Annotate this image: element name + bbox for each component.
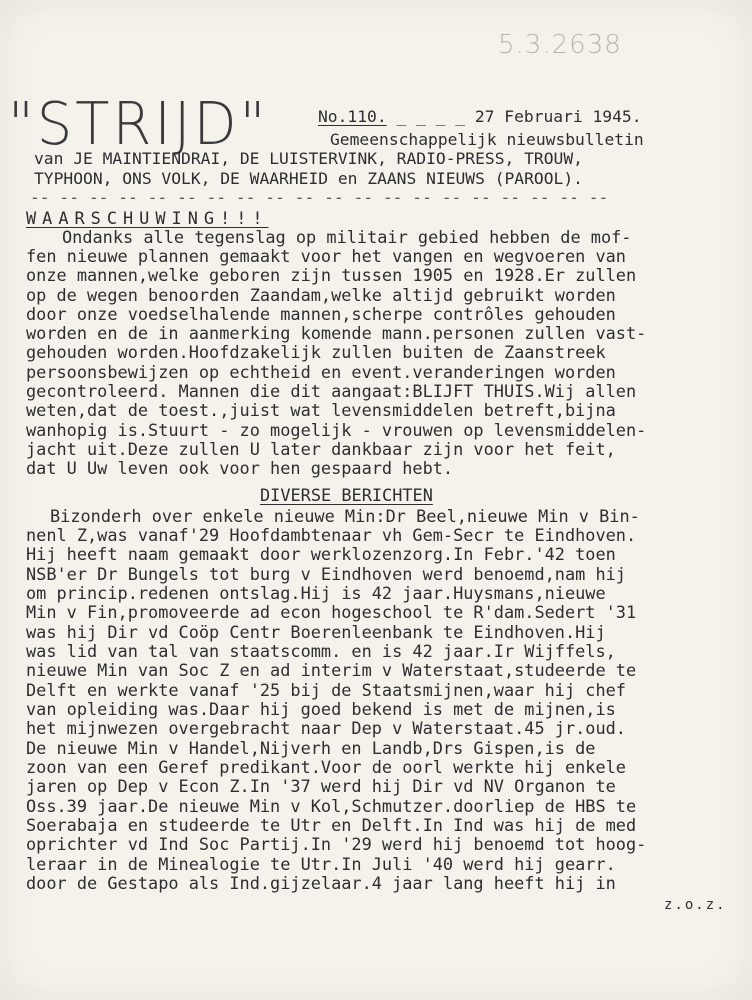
warning-line: jacht uit.Deze zullen U later dankbaar zijn voor het feit, — [26, 439, 616, 459]
warning-line: wanhopig is.Stuurt - zo mogelijk - vrouwen op levensmiddelen- — [26, 420, 647, 440]
warning-line: fen nieuwe plannen gemaakt voor het vangen en wegvoeren van — [26, 246, 626, 266]
masthead-subtitle: Gemeenschappelijk nieuwsbulletin — [330, 130, 644, 149]
diverse-line: De nieuwe Min v Handel,Nijverh en Landb,Drs Gispen,is de — [26, 738, 596, 758]
diverse-line: jaren op Dep v Econ Z.In '37 werd hij Dir vd NV Organon te — [26, 776, 616, 796]
diverse-line: was lid van tal van staatscomm. en is 42 jaar.Ir Wijffels, — [26, 641, 616, 661]
diverse-line: van opleiding was.Daar hij goed bekend is met de mijnen,is — [26, 699, 616, 719]
masthead-title: "STRIJD" — [8, 90, 269, 159]
diverse-line: Bizonderh over enkele nieuwe Min:Dr Beel,nieuwe Min v Bin- — [50, 506, 640, 526]
warning-line: dat U Uw leven ook voor hen gespaard hebt. — [26, 458, 454, 478]
diverse-line: Hij heeft naam gemaakt door werklozenzorg.In Febr.'42 toen — [26, 544, 616, 564]
warning-line: weten,dat de toest.,juist wat levensmiddelen betreft,bijna — [26, 400, 616, 420]
issue-date: 27 Februari 1945. — [474, 107, 642, 126]
warning-line: worden en de in aanmerking komende mann.personen zullen vast- — [26, 323, 647, 343]
issue-dashes: _ _ _ _ — [396, 107, 466, 126]
masthead-sources-line-2: TYPHOON, ONS VOLK, DE WAARHEID en ZAANS NIEUWS (PAROOL). — [34, 169, 583, 188]
issue-number: No.110. — [318, 107, 387, 126]
diverse-line: door de Gestapo als Ind.gijzelaar.4 jaar lang heeft hij in — [26, 873, 616, 893]
diverse-line: Oss.39 jaar.De nieuwe Min v Kol,Schmutzer.doorliep de HBS te — [26, 796, 637, 816]
diverse-line: NSB'er Dr Bungels tot burg v Eindhoven werd benoemd,nam hij — [26, 564, 626, 584]
diverse-line: om princip.redenen ontslag.Hij is 42 jaar.Huysmans,nieuwe — [26, 583, 606, 603]
diverse-heading: DIVERSE BERICHTEN — [260, 485, 433, 505]
warning-line: persoonsbewijzen op echtheid en event.veranderingen worden — [26, 362, 616, 382]
warning-line: door onze voedselhalende mannen,scherpe contrôles gehouden — [26, 304, 616, 324]
turn-over-note: z.o.z. — [664, 897, 727, 913]
diverse-line: was hij Dir vd Coöp Centr Boerenleenbank te Eindhoven.Hij — [26, 622, 606, 642]
warning-line: Ondanks alle tegenslag op militair gebied hebben de mof- — [62, 227, 632, 247]
diverse-line: het mijnwezen overgebracht naar Dep v Waterstaat.45 jr.oud. — [26, 718, 626, 738]
warning-line: op de wegen benoorden Zaandam,welke altijd gebruikt worden — [26, 285, 616, 305]
archive-number: 5.3.2638 — [498, 30, 622, 60]
diverse-line: Min v Fin,promoveerde ad econ hogeschool te R'dam.Sedert '31 — [26, 602, 637, 622]
masthead-issue-line — [318, 107, 642, 126]
warning-heading: WAARSCHUWING!!! — [26, 208, 269, 228]
diverse-line: nenl Z,was vanaf'29 Hoofdambtenaar vh Gem-Secr te Eindhoven. — [26, 525, 637, 545]
warning-line: onze mannen,welke geboren zijn tussen 1905 en 1928.Er zullen — [26, 265, 637, 285]
diverse-line: leraar in de Minealogie te Utr.In Juli '40 werd hij gearr. — [26, 854, 616, 874]
diverse-line: nieuwe Min van Soc Z en ad interim v Waterstaat,studeerde te — [26, 660, 637, 680]
warning-line: gehouden worden.Hoofdzakelijk zullen buiten de Zaanstreek — [26, 342, 606, 362]
diverse-line: Soerabaja en studeerde te Utr en Delft.In Ind was hij de med — [26, 815, 637, 835]
warning-line: gecontroleerd. Mannen die dit aangaat:BLIJFT THUIS.Wij allen — [26, 381, 637, 401]
diverse-line: Delft en werkte vanaf '25 bij de Staatsmijnen,waar hij chef — [26, 680, 626, 700]
masthead-sources-line-1: van JE MAINTIENDRAI, DE LUISTERVINK, RADIO-PRESS, TROUW, — [34, 149, 583, 168]
diverse-line: oprichter vd Ind Soc Partij.In '29 werd hij benoemd tot hoog- — [26, 834, 647, 854]
diverse-line: zoon van een Geref predikant.Voor de oorl werkte hij enkele — [26, 757, 626, 777]
masthead-rule: -- -- -- -- -- -- -- -- -- -- -- -- -- -- -- -- -- -- -- -- — [30, 188, 609, 207]
